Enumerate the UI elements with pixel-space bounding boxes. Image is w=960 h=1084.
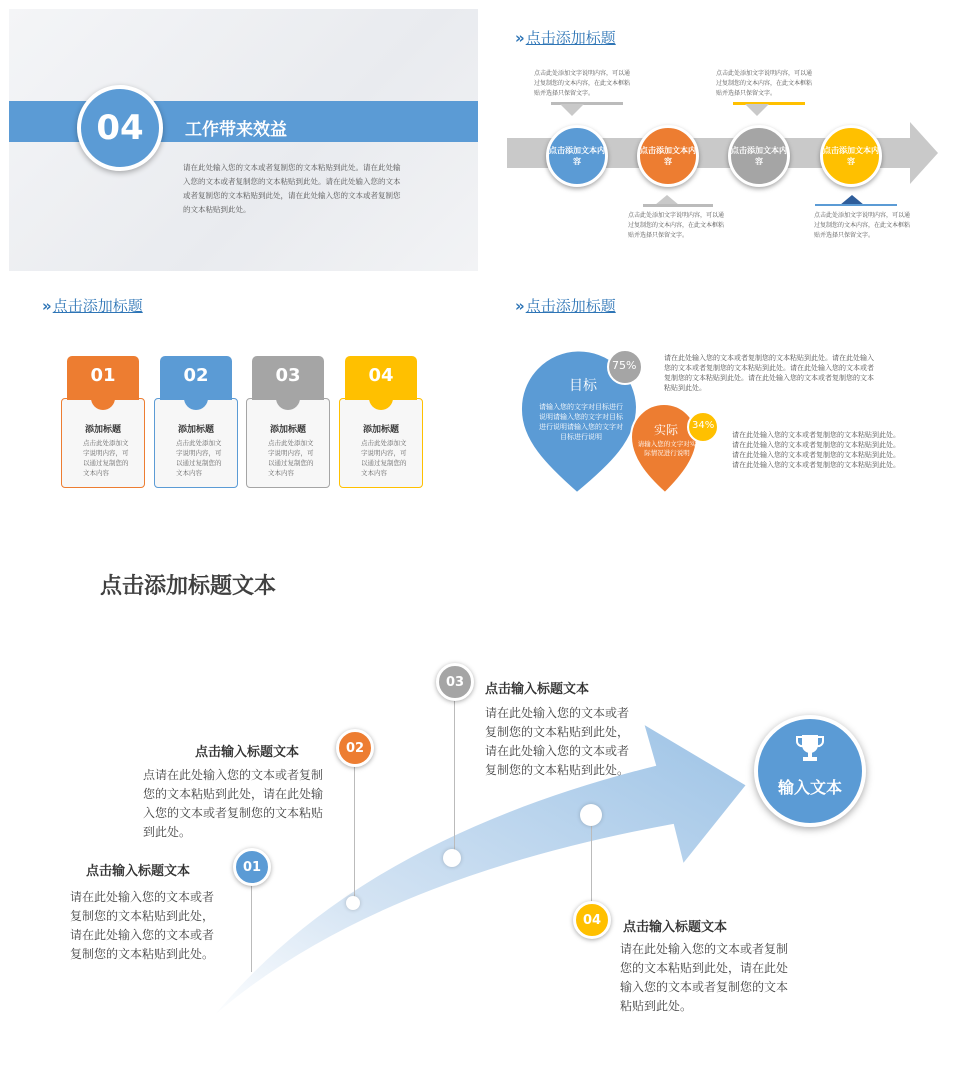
card-notch	[276, 398, 300, 412]
note-1-pointer	[560, 104, 584, 116]
trophy-icon	[794, 733, 826, 763]
note-3-bar	[733, 102, 805, 105]
card-4	[339, 356, 423, 486]
slide1-number-badge: 04	[77, 85, 163, 171]
step-2-title: 点击输入标题文本	[195, 745, 300, 760]
card-1	[61, 356, 145, 486]
card-notch	[91, 398, 115, 412]
step-4-line	[591, 816, 592, 914]
step-3-body: 请在此处输入您的文本或者复制您的文本粘贴到此处，请在此处输入您的文本或者复制您的文本粘贴到此处。	[485, 706, 630, 777]
step-2-body: 点请在此处输入您的文本或者复制您的文本粘贴到此处，请在此处输入您的文本或者复制您的文本粘贴到此处。	[143, 768, 324, 839]
card-title: 添加标题	[177, 425, 214, 435]
slide3-title: » 点击添加标题	[42, 296, 143, 315]
timeline-note-1: 点击此处添加文字说明内容，可以通过复制您的文本内容，在此文本框粘贴并选择只保留文字。	[534, 70, 631, 97]
slide1-title: 工作带来效益	[185, 120, 287, 140]
card-title: 添加标题	[362, 425, 399, 435]
card-number: 02	[160, 356, 232, 400]
slide2-title: » 点击添加标题	[515, 28, 616, 47]
card-title: 添加标题	[269, 425, 306, 435]
timeline-note-2: 点击此处添加文字说明内容，可以通过复制您的文本内容，在此文本框粘贴并选择只保留文字。	[628, 212, 725, 239]
goal-circle	[754, 715, 866, 827]
double-chevron-icon: »	[515, 296, 522, 315]
double-chevron-icon: »	[515, 28, 522, 47]
timeline-circle-3: 点击添加文本内容	[728, 125, 790, 187]
slide4-desc-1: 请在此处输入您的文本或者复制您的文本粘贴到此处。请在此处输入您的文本或者复制您的文本粘贴到此处。请在此处输入您的文本或者复制您的文本粘贴到此处。请在此处输入您的文本或者复制您的文本粘贴到此处。	[664, 354, 874, 392]
card-notch	[369, 398, 393, 412]
actual-percent: 34%	[692, 420, 715, 431]
step-3-title: 点击输入标题文本	[485, 682, 590, 697]
timeline-circle-1: 点击添加文本内容	[546, 125, 608, 187]
slide4-title: » 点击添加标题	[515, 296, 616, 315]
slide5-title: 点击添加标题文本	[100, 574, 277, 599]
card-number: 04	[345, 356, 417, 400]
step-4-badge: 04	[573, 901, 611, 939]
goal-text: 输入文本	[777, 778, 842, 797]
card-text: 点击此处添加文字说明内容，可以通过复制您的文本内容	[176, 439, 222, 477]
note-4-bar	[815, 204, 897, 206]
timeline-note-3: 点击此处添加文字说明内容，可以通过复制您的文本内容，在此文本框粘贴并选择只保留文字。	[716, 70, 813, 97]
card-number: 03	[252, 356, 324, 400]
card-text: 点击此处添加文字说明内容，可以通过复制您的文本内容	[83, 439, 129, 477]
step-2-line	[354, 762, 355, 902]
card-text: 点击此处添加文字说明内容，可以通过复制您的文本内容	[268, 439, 314, 477]
goal-percent: 75%	[612, 359, 637, 372]
step-2-badge: 02	[336, 729, 374, 767]
note-3-pointer	[745, 104, 769, 116]
step-4-body: 请在此处输入您的文本或者复制您的文本粘贴到此处，请在此处输入您的文本或者复制您的文本粘贴到此处。	[620, 942, 789, 1013]
actual-label: 实际	[654, 423, 679, 437]
timeline-note-4: 点击此处添加文字说明内容，可以通过复制您的文本内容，在此文本框粘贴并选择只保留文字。	[814, 212, 911, 239]
goal-text: 请输入您的文字对目标进行说明请输入您的文字对目标进行说明请输入您的文字对目标进行说明	[539, 403, 623, 441]
step-1-line	[251, 876, 252, 972]
slide4-desc-2: 请在此处输入您的文本或者复制您的文本粘贴到此处。请在此处输入您的文本或者复制您的文本粘贴到此处。请在此处输入您的文本或者复制您的文本粘贴到此处。请在此处输入您的文本或者复制您的文本粘贴到此处。	[732, 431, 900, 469]
timeline-circle-4: 点击添加文本内容	[820, 125, 882, 187]
slide1-panel	[9, 9, 478, 271]
note-2-bar	[643, 204, 713, 207]
step-4-title: 点击输入标题文本	[623, 920, 728, 935]
arrow-dot-3	[580, 804, 602, 826]
timeline-circle-2: 点击添加文本内容	[637, 125, 699, 187]
step-1-badge: 01	[233, 848, 271, 886]
card-text: 点击此处添加文字说明内容，可以通过复制您的文本内容	[361, 439, 407, 477]
goal-label: 目标	[569, 378, 597, 394]
double-chevron-icon: »	[42, 296, 49, 315]
step-3-badge: 03	[436, 663, 474, 701]
actual-text: 请输入您的文字对实际情况进行说明	[637, 440, 697, 457]
card-3	[246, 356, 330, 486]
arrow-dot-1	[346, 896, 360, 910]
card-number: 01	[67, 356, 139, 400]
step-1-body: 请在此处输入您的文本或者复制您的文本粘贴到此处，请在此处输入您的文本或者复制您的文本粘贴到此处。	[70, 890, 215, 961]
step-1-title: 点击输入标题文本	[86, 864, 191, 879]
card-2	[154, 356, 238, 486]
slide1-body: 请在此处输入您的文本或者复制您的文本粘贴到此处。请在此处输入您的文本或者复制您的文本粘贴到此处。请在此处输入您的文本或者复制您的文本粘贴到此处，请在此处输入您的文本或者复制您的文本粘贴到此处。	[183, 163, 401, 214]
card-notch	[184, 398, 208, 412]
card-title: 添加标题	[84, 425, 121, 435]
step-3-line	[454, 700, 455, 860]
arrow-dot-2	[443, 849, 461, 867]
